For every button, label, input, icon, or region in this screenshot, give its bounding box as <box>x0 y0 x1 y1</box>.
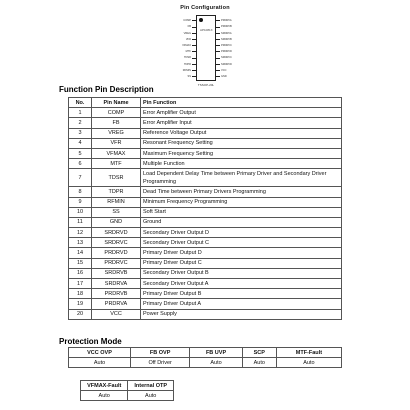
pin-function-cell: Secondary Driver Output D <box>141 228 342 238</box>
function-pin-description-title: Function Pin Description <box>59 85 154 94</box>
ic-left-pin-label: SS <box>178 74 196 80</box>
pin-name-cell: GND <box>92 217 141 227</box>
pin-number-cell: 13 <box>69 238 92 248</box>
pin-name-cell: COMP <box>92 108 141 118</box>
table-row <box>69 187 342 197</box>
pin-function-cell: Maximum Frequency Setting <box>141 148 342 158</box>
protection-value-cell: Auto <box>242 358 276 368</box>
pin-function-cell: Power Supply <box>141 309 342 319</box>
ic-left-pin-label: VFR <box>178 37 196 43</box>
pin-function-cell: Primary Driver Output C <box>141 258 342 268</box>
pin-configuration-title: Pin Configuration <box>180 5 230 11</box>
pin-number-cell: 9 <box>69 197 92 207</box>
pin-name-cell: PRDRVA <box>92 299 141 309</box>
pin-number-cell: 19 <box>69 299 92 309</box>
pin-function-cell: Error Amplifier Input <box>141 118 342 128</box>
protection-mode-title: Protection Mode <box>59 337 122 346</box>
function-pin-table <box>68 97 342 320</box>
pin-function-cell: Primary Driver Output B <box>141 289 342 299</box>
pin-function-cell: Dead Time between Primary Drivers Programming <box>141 187 342 197</box>
ic-left-pin-label: TDSR <box>178 55 196 61</box>
function-pin-table-header <box>69 98 342 108</box>
pin-number-cell: 14 <box>69 248 92 258</box>
ic-right-pin-label: SRDRVB <box>216 37 238 43</box>
ic-left-pin-label: MTF <box>178 49 196 55</box>
protection-header-cell: SCP <box>242 348 276 358</box>
pin-name-cell: VREG <box>92 128 141 138</box>
pin-name-cell: SRDRVD <box>92 228 141 238</box>
pin-name-cell: PRDRVC <box>92 258 141 268</box>
ic-right-pin-label: PRDRVC <box>216 43 238 49</box>
ic-right-pin-label: PRDRVB <box>216 24 238 30</box>
pin-name-cell: PRDRVB <box>92 289 141 299</box>
table-row <box>69 108 342 118</box>
protection-mode-table-1 <box>68 347 342 368</box>
pin-name-cell: SRDRVA <box>92 279 141 289</box>
pin-number-cell: 12 <box>69 228 92 238</box>
protection-table-1-header-row <box>69 348 342 358</box>
protection-header-cell: Internal OTP <box>128 381 174 391</box>
pin-name-cell: RFMIN <box>92 197 141 207</box>
pin-name-cell: SS <box>92 207 141 217</box>
protection-table-2-value-row <box>81 391 174 401</box>
pin-number-cell: 6 <box>69 159 92 169</box>
pin-function-cell: Secondary Driver Output C <box>141 238 342 248</box>
ic-left-pin-label: VREG <box>178 30 196 36</box>
protection-table-1-value-row <box>69 358 342 368</box>
pin-number-cell: 4 <box>69 138 92 148</box>
pin-number-cell: 1 <box>69 108 92 118</box>
pin-name-cell: MTF <box>92 159 141 169</box>
table-row <box>69 279 342 289</box>
pin-name-cell: TDPR <box>92 187 141 197</box>
pin-number-cell: 16 <box>69 268 92 278</box>
pin-name-cell: TDSR <box>92 169 141 187</box>
pin-function-cell: Secondary Driver Output A <box>141 279 342 289</box>
header-pin-name: Pin Name <box>92 98 141 108</box>
ic-right-pin-label: SRDRVA <box>216 30 238 36</box>
ic-right-pin-label: PRDRVD <box>216 49 238 55</box>
protection-header-cell: VCC OVP <box>69 348 131 358</box>
table-row <box>69 248 342 258</box>
pin-number-cell: 5 <box>69 148 92 158</box>
ic-right-pin-label: GND <box>216 74 238 80</box>
pin-number-cell: 8 <box>69 187 92 197</box>
table-row <box>69 299 342 309</box>
pin-function-cell: Secondary Driver Output B <box>141 268 342 278</box>
table-row <box>69 289 342 299</box>
pin-name-cell: VFR <box>92 138 141 148</box>
protection-mode-table-2 <box>80 380 174 401</box>
table-row <box>69 309 342 319</box>
pin-name-cell: FB <box>92 118 141 128</box>
pin-function-cell: Primary Driver Output A <box>141 299 342 309</box>
pin-name-cell: SRDRVB <box>92 268 141 278</box>
protection-value-cell: Auto <box>69 358 131 368</box>
protection-value-cell: Off Driver <box>131 358 190 368</box>
ic-package-label: TSSOP-20L <box>197 83 215 87</box>
pin-function-cell: Primary Driver Output D <box>141 248 342 258</box>
protection-header-cell: MTF-Fault <box>276 348 341 358</box>
ic-right-pin-label: VCC <box>216 68 238 74</box>
protection-value-cell: Auto <box>276 358 341 368</box>
ic-left-pin-label: RFMIN <box>178 68 196 74</box>
ic-pinout-diagram <box>178 15 234 87</box>
table-row <box>69 207 342 217</box>
pin-number-cell: 18 <box>69 289 92 299</box>
protection-value-cell: Auto <box>81 391 128 401</box>
table-row <box>69 159 342 169</box>
protection-header-cell: VFMAX-Fault <box>81 381 128 391</box>
pin-number-cell: 15 <box>69 258 92 268</box>
table-row <box>69 118 342 128</box>
ic-right-pin-label: PRDRVA <box>216 18 238 24</box>
table-row <box>69 197 342 207</box>
protection-table-2-header-row <box>81 381 174 391</box>
table-row <box>69 138 342 148</box>
pin-number-cell: 2 <box>69 118 92 128</box>
header-pin-function: Pin Function <box>141 98 342 108</box>
ic-left-pin-label: VFMAX <box>178 43 196 49</box>
pin-number-cell: 10 <box>69 207 92 217</box>
pin-function-cell: Ground <box>141 217 342 227</box>
table-row <box>69 148 342 158</box>
pin-number-cell: 3 <box>69 128 92 138</box>
table-row <box>69 238 342 248</box>
table-row <box>69 128 342 138</box>
protection-header-cell: FB OVP <box>131 348 190 358</box>
protection-value-cell: Auto <box>190 358 242 368</box>
protection-value-cell: Auto <box>128 391 174 401</box>
pin-number-cell: 7 <box>69 169 92 187</box>
ic-right-pin-label: SRDRVD <box>216 61 238 67</box>
ic-package-body <box>196 15 216 81</box>
protection-header-cell: FB UVP <box>190 348 242 358</box>
table-row <box>69 228 342 238</box>
pin-name-cell: SRDRVC <box>92 238 141 248</box>
pin-function-cell: Soft Start <box>141 207 342 217</box>
pin-function-cell: Reference Voltage Output <box>141 128 342 138</box>
table-row <box>69 268 342 278</box>
header-no: No. <box>69 98 92 108</box>
ic-left-pin-label: COMP <box>178 18 196 24</box>
pin-function-cell: Minimum Frequency Programming <box>141 197 342 207</box>
pin-number-cell: 20 <box>69 309 92 319</box>
table-row <box>69 169 342 187</box>
pin-name-cell: VFMAX <box>92 148 141 158</box>
pin-function-cell: Multiple Function <box>141 159 342 169</box>
ic-left-pin-label: FB <box>178 24 196 30</box>
pin-name-cell: VCC <box>92 309 141 319</box>
pin-number-cell: 11 <box>69 217 92 227</box>
pin-number-cell: 17 <box>69 279 92 289</box>
ic-right-pin-label: SRDRVC <box>216 55 238 61</box>
pin-function-cell: Load Dependent Delay Time between Primary Driver and Secondary Driver Programming <box>141 169 342 187</box>
ic-part-label: AP1081X <box>200 28 213 32</box>
table-row <box>69 258 342 268</box>
pin-function-cell: Error Amplifier Output <box>141 108 342 118</box>
pin1-marker-dot <box>199 18 203 22</box>
table-row <box>69 217 342 227</box>
pin-function-cell: Resonant Frequency Setting <box>141 138 342 148</box>
ic-left-pin-label: TDPR <box>178 61 196 67</box>
pin-name-cell: PRDRVD <box>92 248 141 258</box>
